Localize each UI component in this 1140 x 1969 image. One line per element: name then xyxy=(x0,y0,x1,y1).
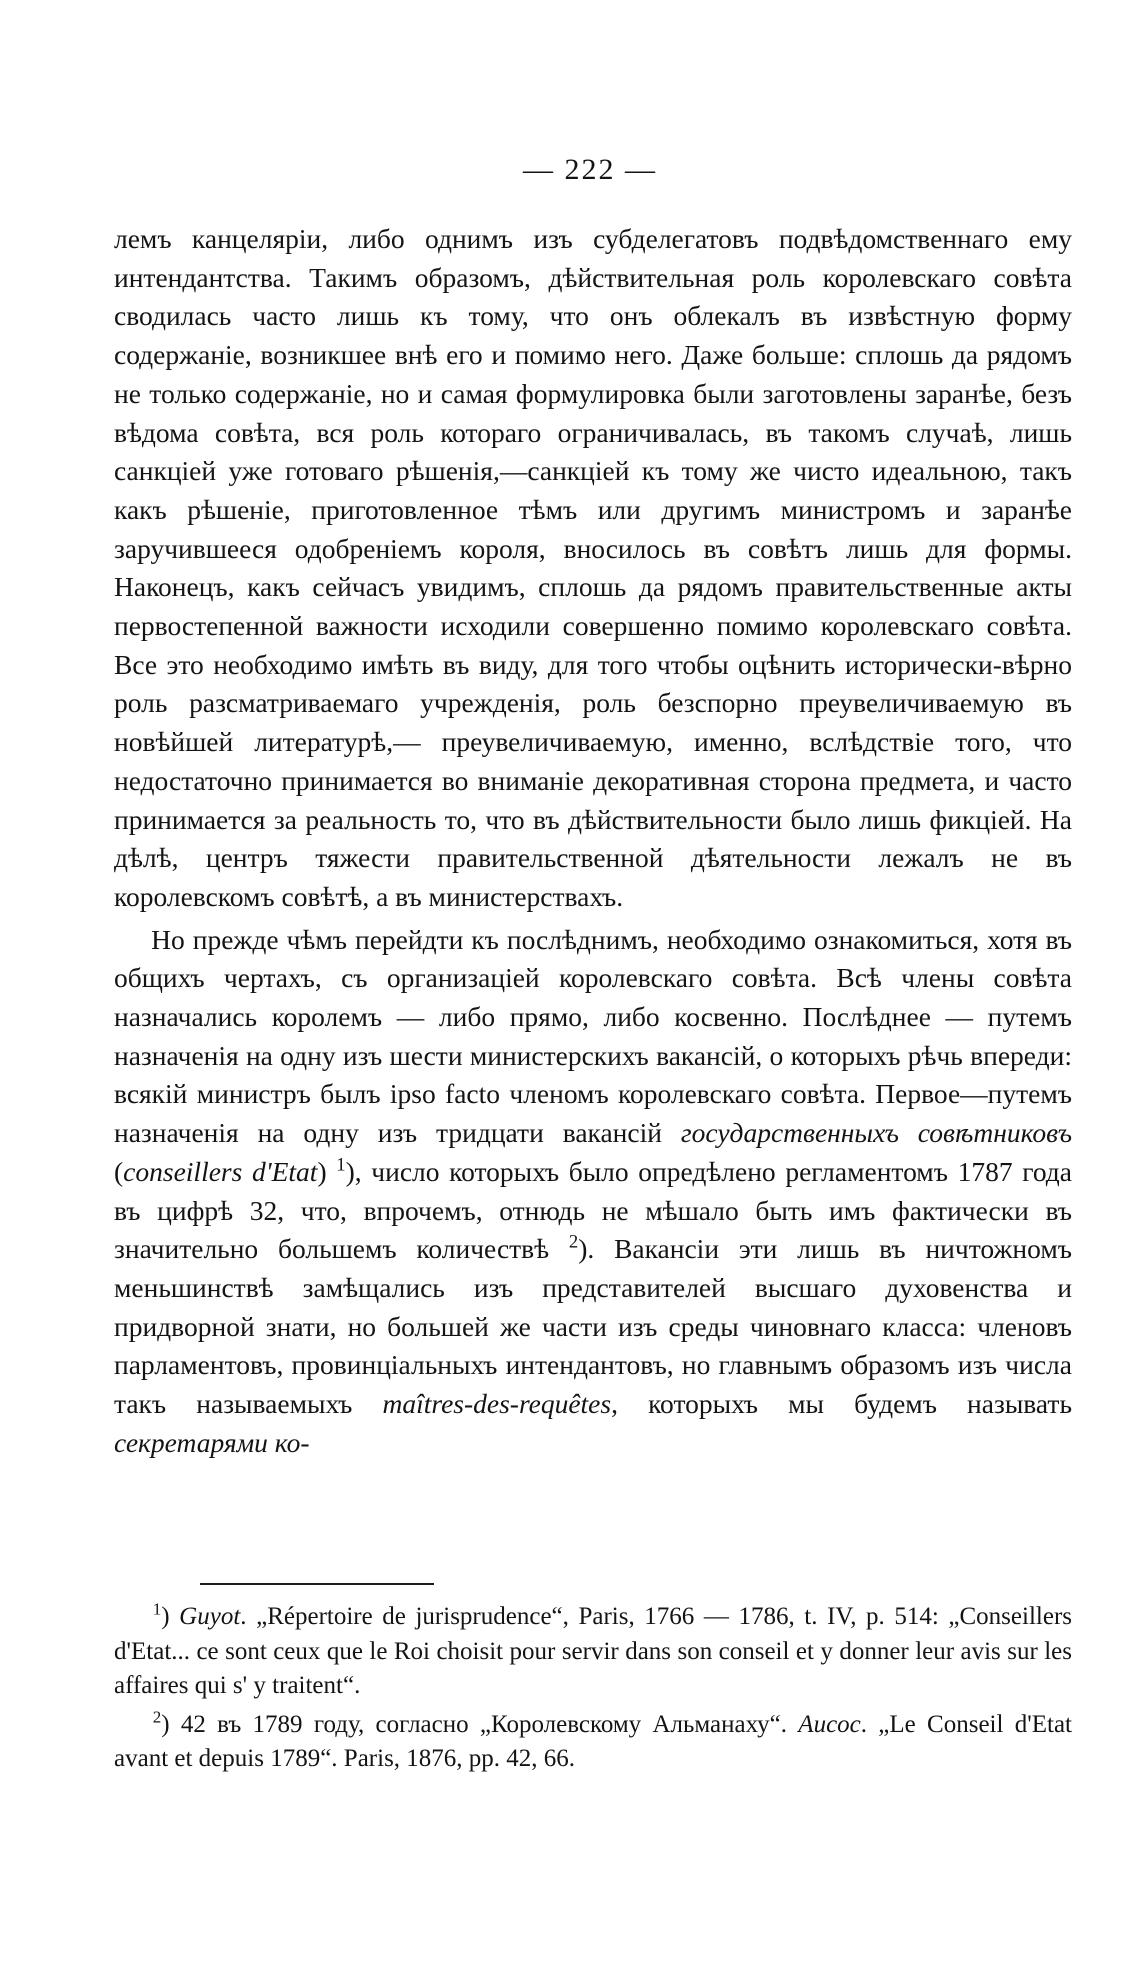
footnote-2-text-2: . „Le Conseil d'Etat avant et depuis 1789“. Paris, 1876, pp. 42, 66. xyxy=(114,1710,1072,1772)
paragraph-2-text-4: ), число которыхъ было опредѣлено регламентомъ 1787 года въ цифрѣ 32, что, впрочемъ, отнюдь не мѣшало быть имъ фактически въ значительно большемъ количествѣ xyxy=(114,1155,1072,1265)
footnote-1 xyxy=(114,1600,1072,1704)
italic-term-maitres: maîtres-des-requêtes xyxy=(382,1388,612,1420)
italic-term-secretaries: секретарями ко- xyxy=(114,1426,310,1458)
footnote-1-author: Guyot xyxy=(179,1603,241,1630)
paragraph-2-text-2: ( xyxy=(114,1155,124,1187)
footnote-2-marker: 2 xyxy=(152,1707,162,1727)
paragraph-1: лемъ канцеляріи, либо однимъ изъ субделегатовъ подвѣдомственнаго ему интендантства. Такимъ образомъ, дѣйствительная роль королевскаго совѣта сводилась часто лишь къ тому, что онъ облекалъ въ извѣстную форму содержаніе, возникшее внѣ его и помимо него. Даже больше: сплошь да рядомъ не только содержаніе, но и самая формулировка были заготовлены заранѣе, безъ вѣдома совѣта, вся роль котораго ограничивалась, въ такомъ случаѣ, лишь санкціей уже готоваго рѣшенія,—санкціей къ тому же чисто идеальною, такъ какъ рѣшеніе, приготовленное тѣмъ или другимъ министромъ и заранѣе заручившееся одобреніемъ короля, вносилось въ совѣтъ лишь для формы. Наконецъ, какъ сейчасъ увидимъ, сплошь да рядомъ правительственные акты первостепенной важности исходили совершенно помимо королевскаго совѣта. Все это необходимо имѣть въ виду, для того чтобы оцѣнить исторически-вѣрно роль разсматриваемаго учрежденія, роль безспорно преувеличиваемую въ новѣйшей литературѣ,— преувеличиваемую, именно, вслѣдствіе того, что недостаточно принимается во вниманіе декоративная сторона предмета, и часто принимается за реальность то, что въ дѣйствительности было лишь фикціей. На дѣлѣ, центръ тяжести правительственной дѣятельности лежалъ не въ королевскомъ совѣтѣ, а въ министерствахъ. xyxy=(114,223,1072,912)
italic-term-state-councillors: государственныхъ совѣтниковъ xyxy=(680,1117,1072,1149)
footnote-ref-2[interactable]: 2 xyxy=(568,1232,579,1253)
page-number: — 222 — xyxy=(523,153,657,186)
footnote-1-paren: ) xyxy=(161,1603,180,1630)
paragraph-2-text-5: ). Вакансіи эти лишь въ ничтожномъ меньшинствѣ замѣщались изъ представителей высшаго духовенства и придворной знати, но большей же части изъ среды чиновнаго класса: членовъ парламентовъ, провинціальныхъ интендантовъ, но главнымъ образомъ изъ числа такъ называемыхъ xyxy=(114,1233,1072,1420)
main-text xyxy=(114,220,1072,1463)
footnote-1-text: . „Répertoire de jurisprudence“, Paris, 1766 — 1786, t. IV, p. 514: „Conseillers d'Etat... ce sont ceux que le Roi choisit pour servir dans son conseil et y donner leur avis sur les affaires qui s' y traitent“. xyxy=(114,1603,1072,1699)
paragraph-2-text-3: ) xyxy=(317,1155,337,1187)
paragraph-2 xyxy=(114,921,1072,1463)
footnote-2-author: Aucoc xyxy=(798,1710,861,1738)
italic-term-conseillers: conseillers d'Etat xyxy=(123,1155,318,1187)
footnote-1-marker: 1 xyxy=(152,1599,162,1619)
footnote-ref-1[interactable]: 1 xyxy=(336,1154,346,1176)
footnote-2-text-1: ) 42 въ 1789 году, согласно „Королевскому Альманаху“. xyxy=(161,1710,799,1738)
footnote-2 xyxy=(114,1708,1072,1777)
footnote-divider xyxy=(200,1583,434,1585)
footnotes xyxy=(114,1600,1072,1777)
paragraph-2-text-1: Но прежде чѣмъ перейдти къ послѣднимъ, необходимо ознакомиться, хотя въ общихъ чертахъ, съ организаціей королевскаго совѣта. Всѣ члены совѣта назначались королемъ — либо прямо, либо косвенно. Послѣднее — путемъ назначенія на одну изъ шести министерскихъ вакансій, о которыхъ рѣчь впереди: всякій министръ былъ ipso facto членомъ королевскаго совѣта. Первое—путемъ назначенія на одну изъ тридцати вакансій xyxy=(114,923,1072,1149)
paragraph-2-text-6: , которыхъ мы будемъ называть xyxy=(611,1388,1072,1420)
